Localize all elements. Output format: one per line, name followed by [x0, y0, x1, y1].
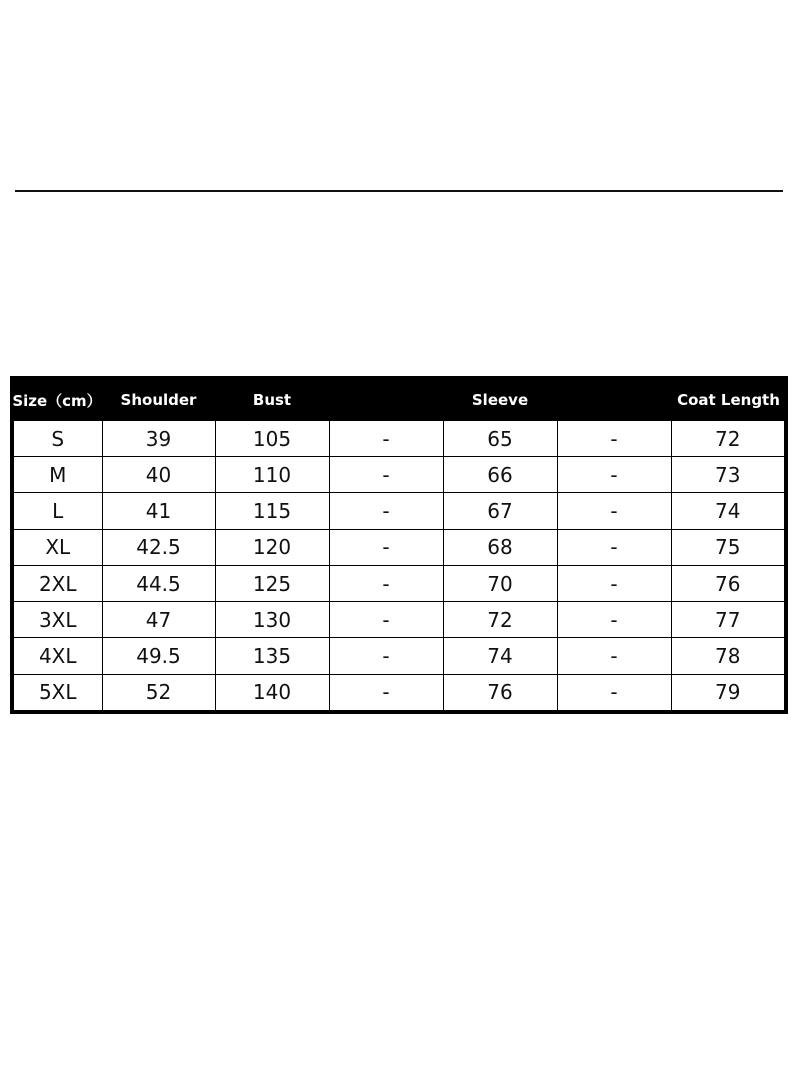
blank-cell: -: [329, 529, 443, 565]
bust-cell: 140: [215, 674, 329, 712]
coat-length-cell: 79: [671, 674, 786, 712]
table-row: [12, 638, 786, 674]
sleeve-cell: 67: [443, 493, 557, 529]
blank-cell: -: [557, 565, 671, 601]
bust-cell: 105: [215, 421, 329, 457]
coat-length-cell: 77: [671, 602, 786, 638]
shoulder-cell: 47: [102, 602, 215, 638]
blank-cell: -: [557, 602, 671, 638]
blank-cell: -: [557, 529, 671, 565]
shoulder-cell: 41: [102, 493, 215, 529]
bust-cell: 115: [215, 493, 329, 529]
blank-cell: -: [329, 602, 443, 638]
shoulder-cell: 42.5: [102, 529, 215, 565]
sleeve-cell: 76: [443, 674, 557, 712]
size-chart-table: [10, 376, 788, 714]
shoulder-cell: 44.5: [102, 565, 215, 601]
header-size: Size（cm）: [12, 376, 102, 421]
bust-cell: 135: [215, 638, 329, 674]
size-cell: 3XL: [12, 602, 102, 638]
blank-cell: -: [557, 493, 671, 529]
header-row: [12, 376, 786, 421]
top-divider: [15, 190, 783, 192]
bust-cell: 110: [215, 457, 329, 493]
header-blank-2: [557, 376, 671, 421]
coat-length-cell: 74: [671, 493, 786, 529]
table-row: [12, 529, 786, 565]
blank-cell: -: [329, 493, 443, 529]
blank-cell: -: [329, 674, 443, 712]
size-cell: 2XL: [12, 565, 102, 601]
coat-length-cell: 72: [671, 421, 786, 457]
header-bust: Bust: [215, 376, 329, 421]
header-blank-1: [329, 376, 443, 421]
blank-cell: -: [557, 421, 671, 457]
shoulder-cell: 39: [102, 421, 215, 457]
shoulder-cell: 52: [102, 674, 215, 712]
sleeve-cell: 65: [443, 421, 557, 457]
shoulder-cell: 40: [102, 457, 215, 493]
table-row: [12, 602, 786, 638]
sleeve-cell: 72: [443, 602, 557, 638]
table-row: [12, 565, 786, 601]
blank-cell: -: [329, 421, 443, 457]
header-coat-length: Coat Length: [671, 376, 786, 421]
size-cell: M: [12, 457, 102, 493]
coat-length-cell: 76: [671, 565, 786, 601]
table-row: [12, 457, 786, 493]
coat-length-cell: 78: [671, 638, 786, 674]
coat-length-cell: 75: [671, 529, 786, 565]
blank-cell: -: [329, 638, 443, 674]
bust-cell: 120: [215, 529, 329, 565]
table-row: [12, 493, 786, 529]
bust-cell: 125: [215, 565, 329, 601]
sleeve-cell: 74: [443, 638, 557, 674]
sleeve-cell: 70: [443, 565, 557, 601]
header-sleeve: Sleeve: [443, 376, 557, 421]
blank-cell: -: [557, 674, 671, 712]
sleeve-cell: 66: [443, 457, 557, 493]
blank-cell: -: [329, 457, 443, 493]
shoulder-cell: 49.5: [102, 638, 215, 674]
table-row: [12, 674, 786, 712]
coat-length-cell: 73: [671, 457, 786, 493]
sleeve-cell: 68: [443, 529, 557, 565]
size-cell: XL: [12, 529, 102, 565]
bust-cell: 130: [215, 602, 329, 638]
header-shoulder: Shoulder: [102, 376, 215, 421]
size-cell: 4XL: [12, 638, 102, 674]
blank-cell: -: [329, 565, 443, 601]
size-cell: S: [12, 421, 102, 457]
blank-cell: -: [557, 457, 671, 493]
blank-cell: -: [557, 638, 671, 674]
size-cell: 5XL: [12, 674, 102, 712]
size-cell: L: [12, 493, 102, 529]
table-row: [12, 421, 786, 457]
